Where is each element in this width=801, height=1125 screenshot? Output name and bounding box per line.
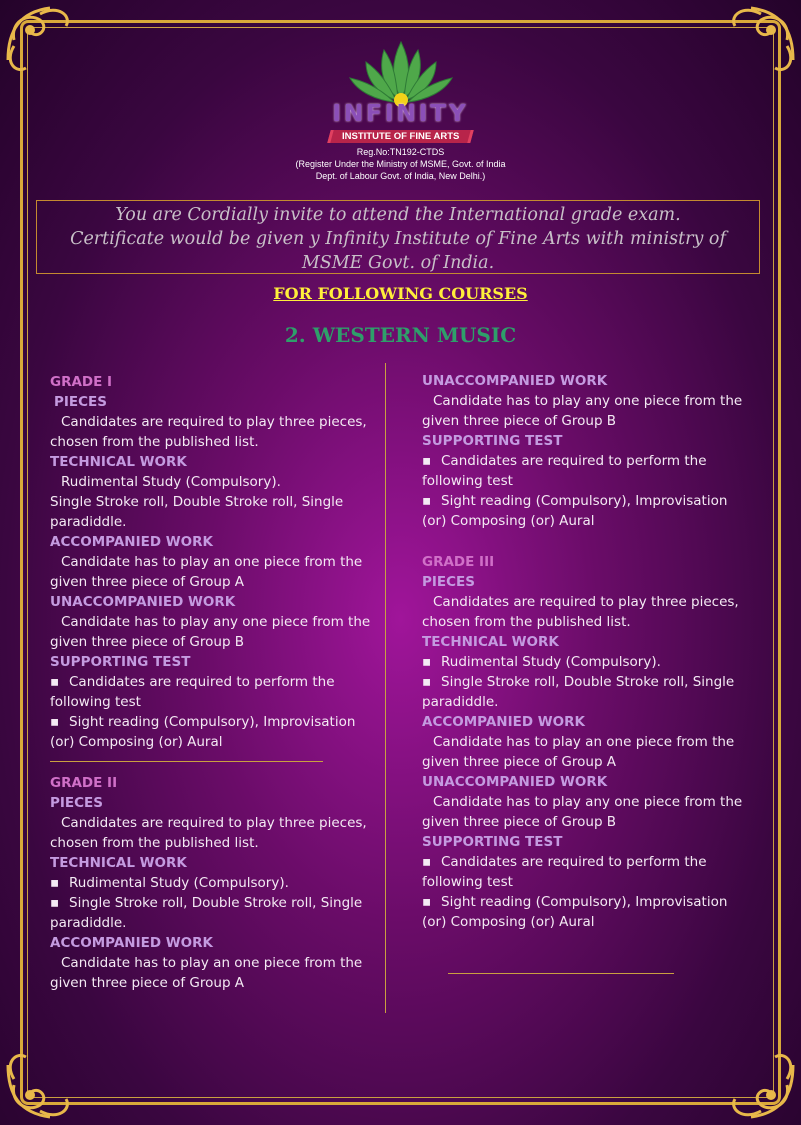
pieces-text: chosen from the published list. [422, 614, 631, 630]
supporting-test-heading: SUPPORTING TEST [422, 834, 563, 850]
ornament-corner-icon [0, 1035, 90, 1125]
unaccompanied-work-heading: UNACCOMPANIED WORK [50, 594, 236, 610]
bullet-continuation: paradiddle. [50, 915, 127, 931]
bullet-continuation: following test [422, 473, 513, 489]
tagline-text: INSTITUTE OF FINE ARTS [341, 131, 460, 142]
supporting-test-heading: SUPPORTING TEST [50, 654, 191, 670]
bullet-item: ▪ Candidates are required to perform the [422, 451, 752, 471]
reg-number: Reg.No:TN192-CTDS [356, 147, 445, 157]
pieces-text: Candidates are required to play three pieces, [61, 815, 367, 831]
pieces-heading: PIECES [422, 574, 475, 590]
grade-3-title: GRADE III [422, 554, 495, 570]
pieces-text: Candidates are required to play three pieces, [61, 414, 367, 430]
technical-work-heading: TECHNICAL WORK [50, 454, 187, 470]
unaccompanied-text: given three piece of Group B [422, 413, 617, 429]
invite-line-1: You are Cordially invite to attend the International grade exam. [115, 205, 681, 225]
bullet-item: ▪ Sight reading (Compulsory), Improvisation [422, 491, 752, 511]
invite-line-2: Certificate would be given y Infinity Institute of Fine Arts with ministry of [70, 229, 726, 249]
accompanied-text: given three piece of Group A [50, 574, 245, 590]
brand-tagline [327, 130, 474, 143]
unaccompanied-text: Candidate has to play any one piece from the [433, 393, 743, 409]
pieces-heading: PIECES [50, 795, 103, 811]
accompanied-work-heading: ACCOMPANIED WORK [422, 714, 585, 730]
reg-line-1: (Register Under the Ministry of MSME, Govt. of India [295, 159, 506, 169]
bullet-continuation: (or) Composing (or) Aural [422, 513, 595, 529]
supporting-test-heading: SUPPORTING TEST [422, 433, 563, 449]
technical-text: Rudimental Study (Compulsory). [61, 474, 281, 490]
unaccompanied-text: given three piece of Group B [422, 814, 617, 830]
right-column [422, 371, 752, 974]
bullet-item: ▪ Candidates are required to perform the [422, 852, 752, 872]
bullet-continuation: paradiddle. [422, 694, 499, 710]
technical-text: Single Stroke roll, Double Stroke roll, Single [50, 494, 344, 510]
bullet-item: ▪ Rudimental Study (Compulsory). [422, 652, 752, 672]
accompanied-text: Candidate has to play an one piece from the [433, 734, 735, 750]
ornament-corner-icon [711, 1035, 801, 1125]
technical-work-heading: TECHNICAL WORK [422, 634, 559, 650]
bullet-item: ▪ Single Stroke roll, Double Stroke roll, Single [50, 893, 375, 913]
accompanied-text: given three piece of Group A [50, 975, 245, 991]
course-title: 2. WESTERN MUSIC [284, 323, 517, 347]
reg-line-2: Dept. of Labour Govt. of India, New Delhi.) [315, 171, 486, 181]
bullet-item: ▪ Single Stroke roll, Double Stroke roll, Single [422, 672, 752, 692]
technical-text: paradiddle. [50, 514, 127, 530]
bullet-item: ▪ Sight reading (Compulsory), Improvisation [50, 712, 375, 732]
invitation-box [36, 200, 760, 274]
bullet-item: ▪ Rudimental Study (Compulsory). [50, 873, 375, 893]
unaccompanied-text: given three piece of Group B [50, 634, 245, 650]
bullet-continuation: (or) Composing (or) Aural [422, 914, 595, 930]
lotus-logo-icon [336, 38, 466, 110]
institute-logo [0, 38, 801, 182]
column-divider [385, 363, 386, 1013]
accompanied-text: given three piece of Group A [422, 754, 617, 770]
registration-info [0, 146, 801, 182]
technical-work-heading: TECHNICAL WORK [50, 855, 187, 871]
grade-2-title: GRADE II [50, 775, 118, 791]
section-divider [448, 973, 674, 974]
bullet-item: ▪ Sight reading (Compulsory), Improvisation [422, 892, 752, 912]
pieces-text: chosen from the published list. [50, 434, 259, 450]
left-column [50, 372, 375, 993]
pieces-text: Candidates are required to play three pieces, [433, 594, 739, 610]
courses-heading: FOR FOLLOWING COURSES [273, 284, 528, 303]
unaccompanied-text: Candidate has to play any one piece from the [61, 614, 371, 630]
bullet-continuation: following test [422, 874, 513, 890]
unaccompanied-work-heading: UNACCOMPANIED WORK [422, 774, 608, 790]
section-divider [50, 761, 323, 762]
invite-line-3: MSME Govt. of India. [301, 253, 495, 273]
unaccompanied-text: Candidate has to play any one piece from the [433, 794, 743, 810]
grade-1-title: GRADE I [50, 374, 113, 390]
accompanied-text: Candidate has to play an one piece from the [61, 554, 363, 570]
accompanied-text: Candidate has to play an one piece from the [61, 955, 363, 971]
bullet-continuation: following test [50, 694, 141, 710]
bullet-continuation: (or) Composing (or) Aural [50, 734, 223, 750]
brand-name: INFINITY [332, 101, 469, 127]
bullet-item: ▪ Candidates are required to perform the [50, 672, 375, 692]
spacer [422, 531, 752, 552]
pieces-text: chosen from the published list. [50, 835, 259, 851]
unaccompanied-work-heading: UNACCOMPANIED WORK [422, 373, 608, 389]
pieces-heading: PIECES [54, 394, 107, 410]
accompanied-work-heading: ACCOMPANIED WORK [50, 534, 213, 550]
accompanied-work-heading: ACCOMPANIED WORK [50, 935, 213, 951]
